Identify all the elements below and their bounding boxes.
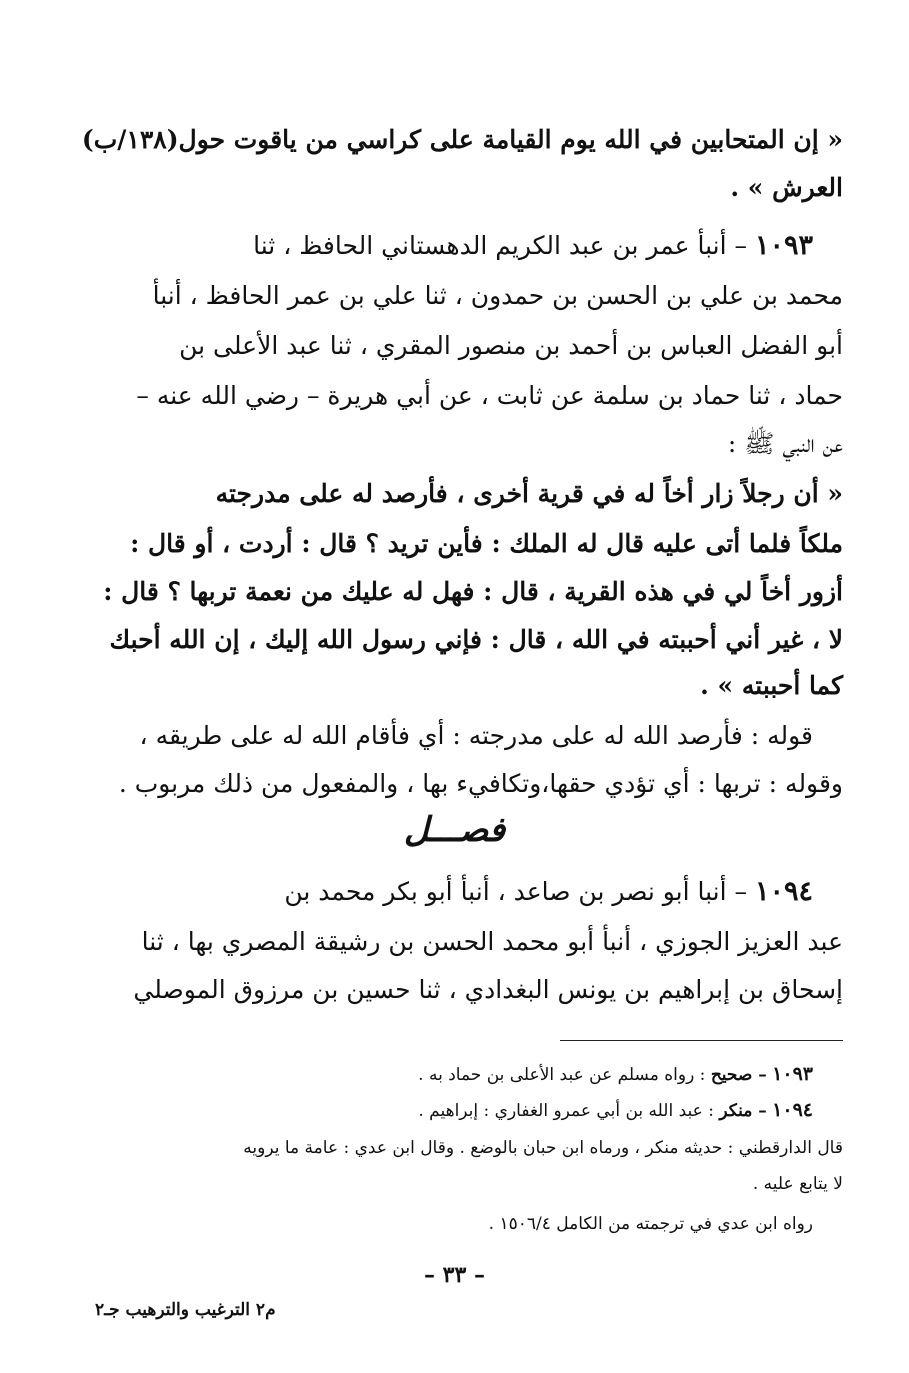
book-signature: م٢ الترغيب والترهيب جـ٢ xyxy=(95,1300,276,1320)
footnote-line3: قال الدارقطني : حديثه منكر ، ورماه ابن حبان بالوضع . وقال ابن عدي : عامة ما يرويه xyxy=(243,1138,843,1158)
entry-1094-line3: إسحاق بن إبراهيم بن يونس البغدادي ، ثنا حسين بن مرزوق الموصلي xyxy=(133,975,843,1004)
footnote-1093 xyxy=(95,1058,813,1092)
hadith-1092-line2: العرش » . xyxy=(730,173,843,202)
footnote-number: ١٠٩٣ xyxy=(772,1063,813,1085)
entry-1093-line1 xyxy=(150,224,843,270)
entry-1093-line2: محمد بن علي بن الحسن بن حمدون ، ثنا علي بن عمر الحافظ ، أنبأ xyxy=(152,281,843,310)
commentary-line1: قوله : فأرصد الله له على مدرجته : أي فأقام الله له على طريقه ، xyxy=(139,721,813,750)
footnote-text: : رواه مسلم عن عبد الأعلى بن حماد به . xyxy=(418,1065,706,1085)
footnote-line4: لا يتابع عليه . xyxy=(752,1174,843,1194)
isnad-text: – أنبأ عمر بن عبد الكريم الدهستاني الحافظ ، ثنا xyxy=(253,231,748,260)
footnote-text: : عبد الله بن أبي عمرو الغفاري : إبراهيم . xyxy=(418,1101,714,1121)
entry-1093-line4: حماد ، ثنا حماد بن سلمة عن ثابت ، عن أبي هريرة – رضي الله عنه – xyxy=(136,381,843,410)
footnote-rule xyxy=(560,1040,843,1041)
entry-1094-line2: عبد العزيز الجوزي ، أنبأ أبو محمد الحسن بن رشيقة المصري بها ، ثنا xyxy=(141,927,843,956)
matn-line5: كما أحببته » . xyxy=(700,671,843,700)
footnote-grade: – صحيح xyxy=(710,1065,767,1085)
matn-line2: ملكاً فلما أتى عليه قال له الملك : فأين تريد ؟ قال : أردت ، أو قال : xyxy=(130,529,843,558)
entry-1093-line5: عن النبي ﷺ : xyxy=(727,429,843,458)
matn-line1: « أن رجلاً زار أخاً له في قرية أخرى ، فأرصد له على مدرجته xyxy=(215,479,843,508)
page-number: – ٣٣ – xyxy=(424,1262,485,1288)
hadith-1092-line1: « إن المتحابين في الله يوم القيامة على كراسي من ياقوت حول(١٣٨/ب) xyxy=(81,125,843,154)
footnote-1094 xyxy=(95,1094,813,1128)
isnad-text: – أنبا أبو نصر بن صاعد ، أنبأ أبو بكر محمد بن xyxy=(284,877,748,906)
section-heading: فصـــل xyxy=(403,810,506,850)
matn-line3: أزور أخاً لي في هذه القرية ، قال : فهل له عليك من نعمة تربها ؟ قال : xyxy=(103,577,843,606)
entry-number: ١٠٩٣ xyxy=(754,230,813,261)
entry-1093-line3: أبو الفضل العباس بن أحمد بن منصور المقري ، ثنا عبد الأعلى بن xyxy=(179,331,843,360)
entry-1094-line1 xyxy=(150,870,843,916)
commentary-line2: وقوله : تربها : أي تؤدي حقها،وتكافيء بها ، والمفعول من ذلك مربوب . xyxy=(118,769,843,798)
footnote-line5: رواه ابن عدي في ترجمته من الكامل ١٥٠٦/٤ . xyxy=(488,1214,813,1234)
matn-line4: لا ، غير أني أحببته في الله ، قال : فإني رسول الله إليك ، إن الله أحبك xyxy=(109,625,843,654)
footnote-number: ١٠٩٤ xyxy=(772,1099,813,1121)
entry-number: ١٠٩٤ xyxy=(754,876,813,907)
footnote-grade: – منكر xyxy=(719,1101,767,1121)
